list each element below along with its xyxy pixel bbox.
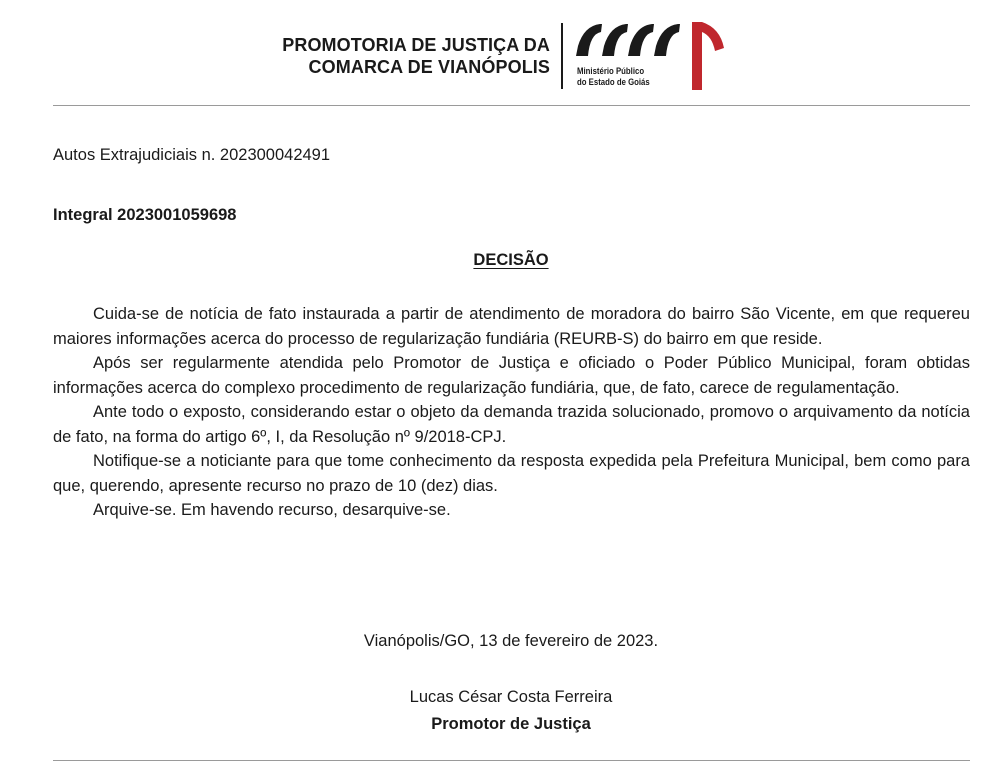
top-rule xyxy=(53,105,970,106)
decision-body xyxy=(53,302,970,523)
office-title-line-1: PROMOTORIA DE JUSTIÇA DA xyxy=(282,35,550,55)
paragraph: Arquive-se. Em havendo recurso, desarquive-se. xyxy=(93,501,451,519)
letterhead xyxy=(0,18,988,94)
office-title xyxy=(282,34,550,78)
paragraph: Após ser regularmente atendida pelo Promotor de Justiça e oficiado o Poder Público Municipal, foram obtidas informações acerca do complexo procedimento de regularização fundiária, que, de fato, carece de regulamentação. xyxy=(53,354,970,397)
logo-caption-line-2: do Estado de Goiás xyxy=(577,77,650,88)
logo-stroke-2 xyxy=(602,24,628,56)
bottom-rule xyxy=(53,760,970,761)
integral-number: Integral 2023001059698 xyxy=(53,206,237,224)
logo-stroke-3 xyxy=(628,24,654,56)
logo-stroke-4 xyxy=(654,24,680,56)
signer-name: Lucas César Costa Ferreira xyxy=(409,688,613,706)
document-date: Vianópolis/GO, 13 de fevereiro de 2023. xyxy=(363,632,659,650)
document-heading: DECISÃO xyxy=(473,251,549,269)
paragraph: Cuida-se de notícia de fato instaurada a partir de atendimento de moradora do bairro São Vicente, em que requereu maiores informações acerca do processo de regularização fundiária (REURB-S) do bairro em que reside. xyxy=(53,305,970,348)
autos-number: Autos Extrajudiciais n. 202300042491 xyxy=(53,146,331,164)
paragraph: Notifique-se a noticiante para que tome conhecimento da resposta expedida pela Prefeitura Municipal, bem como para que, querendo, apresente recurso no prazo de 10 (dez) dias. xyxy=(53,452,970,495)
office-title-line-2: COMARCA DE VIANÓPOLIS xyxy=(308,57,550,77)
logo-caption xyxy=(577,66,650,88)
logo-stroke-1 xyxy=(576,24,602,56)
header-divider xyxy=(561,23,563,89)
logo-red-arc xyxy=(702,22,724,51)
paragraph: Ante todo o exposto, considerando estar o objeto da demanda trazida solucionado, promovo o arquivamento da notícia de fato, na forma do artigo 6º, I, da Resolução nº 9/2018-CPJ. xyxy=(53,403,970,446)
logo-red-bar xyxy=(692,22,702,90)
logo-caption-line-1: Ministério Público xyxy=(577,66,645,77)
signer-role: Promotor de Justiça xyxy=(431,715,591,733)
